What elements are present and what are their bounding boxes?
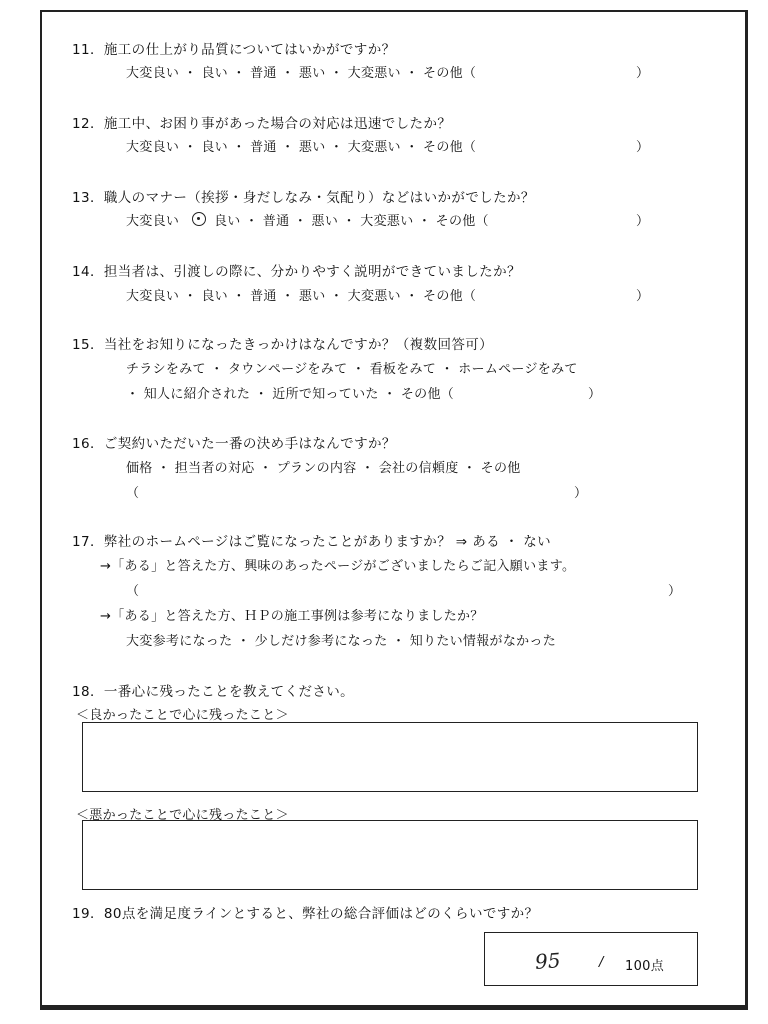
q15-question: 15．当社をお知りになったきっかけはなんですか？（複数回答可） <box>72 337 494 353</box>
q14-options: 大変良い ・ 良い ・ 普通 ・ 悪い ・ 大変悪い ・ その他（ <box>126 289 477 304</box>
q17-close: ） <box>668 584 682 599</box>
q17-question: 17．弊社のホームページはご覧になったことがありますか？ ⇒ ある ・ ない <box>72 534 552 550</box>
q16-options: 価格 ・ 担当者の対応 ・ プランの内容 ・ 会社の信頼度 ・ その他 <box>126 461 521 476</box>
q12-question: 12．施工中、お困り事があった場合の対応は迅速でしたか？ <box>72 116 452 132</box>
good-memory-label: ＜良かったことで心に残ったこと＞ <box>76 708 289 723</box>
bad-memory-box[interactable] <box>82 820 698 890</box>
q11-options: 大変良い ・ 良い ・ 普通 ・ 悪い ・ 大変悪い ・ その他（ <box>126 66 477 81</box>
q12-options: 大変良い ・ 良い ・ 普通 ・ 悪い ・ 大変悪い ・ その他（ <box>126 140 477 155</box>
bad-memory-label: ＜悪かったことで心に残ったこと＞ <box>76 808 289 823</box>
q18-question: 18．一番心に残ったことを教えてください。 <box>72 684 355 700</box>
q17-open: （ <box>126 584 140 599</box>
good-memory-box[interactable] <box>82 722 698 792</box>
q13-question: 13．職人のマナー（挨拶・身だしなみ・気配り）などはいかがでしたか？ <box>72 190 535 206</box>
q17-options: 大変参考になった ・ 少しだけ参考になった ・ 知りたい情報がなかった <box>126 634 557 649</box>
q17-sub2: →「ある」と答えた方、ＨＰの施工事例は参考になりましたか？ <box>100 609 484 624</box>
q14-close: ） <box>636 289 650 304</box>
answer-mark-icon <box>192 212 206 226</box>
q15-close: ） <box>588 387 602 402</box>
q13-option-great: 大変良い <box>126 214 180 229</box>
q16-open: （ <box>126 486 140 501</box>
q19-question: 19．80点を満足度ラインとすると、弊社の総合評価はどのくらいですか？ <box>72 906 539 922</box>
q15-options-line2: ・ 知人に紹介された ・ 近所で知っていた ・ その他（ <box>126 387 455 402</box>
score-max: 100点 <box>625 959 665 974</box>
q11-question: 11．施工の仕上がり品質についてはいかがですか？ <box>72 42 396 58</box>
q15-options-line1: チラシをみて ・ タウンページをみて ・ 看板をみて ・ ホームページをみて <box>126 362 578 377</box>
score-box[interactable] <box>484 932 698 986</box>
q13-close: ） <box>636 214 650 229</box>
score-slash: / <box>599 955 604 970</box>
score-answer: 95 <box>534 948 562 974</box>
q16-close: ） <box>574 486 588 501</box>
q14-question: 14．担当者は、引渡しの際に、分かりやすく説明ができていましたか？ <box>72 264 521 280</box>
q12-close: ） <box>636 140 650 155</box>
q11-close: ） <box>636 66 650 81</box>
q16-question: 16．ご契約いただいた一番の決め手はなんですか？ <box>72 436 396 452</box>
q13-options: 良い ・ 普通 ・ 悪い ・ 大変悪い ・ その他（ <box>214 214 489 229</box>
q17-sub1: →「ある」と答えた方、興味のあったページがございましたらご記入願います。 <box>100 559 576 574</box>
